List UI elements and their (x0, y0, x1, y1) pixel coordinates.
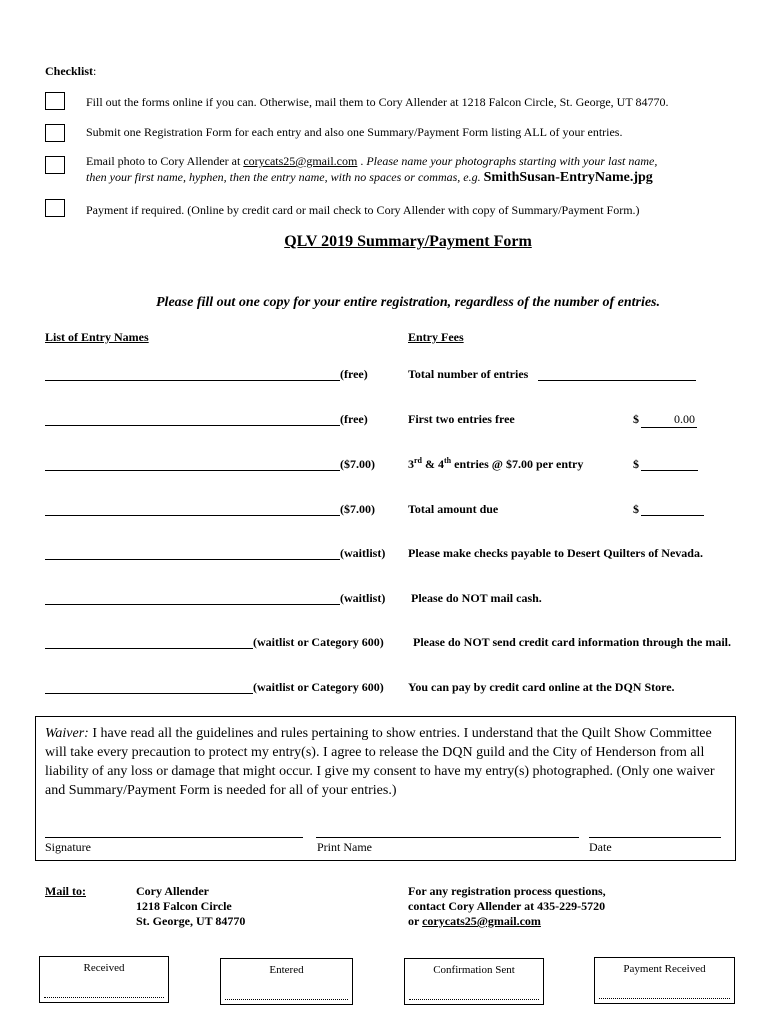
entry-name-field-7[interactable] (45, 648, 253, 649)
extra-entries-label: 3rd & 4th entries @ $7.00 per entry (408, 456, 584, 471)
entered-label: Entered (269, 964, 304, 976)
confirmation-sent-box[interactable] (404, 958, 544, 1005)
checklist-checkbox-3[interactable] (45, 156, 65, 174)
checklist-item-1: Fill out the forms online if you can. Otherwise, mail them to Cory Allender at 1218 Falcon Circle, St. George, UT 84770. (86, 95, 669, 109)
questions-contact: For any registration process questions, contact Cory Allender at 435-229-5720 or corycats25@gmail.com (408, 884, 606, 928)
checklist-checkbox-1[interactable] (45, 92, 65, 110)
received-label: Received (83, 962, 125, 974)
no-credit-card-note: Please do NOT send credit card information through the mail. (413, 635, 731, 649)
entry-tag-7: (waitlist or Category 600) (253, 635, 384, 649)
total-due-field[interactable] (641, 515, 704, 516)
checklist-item-3-line1: Email photo to Cory Allender at corycats25@gmail.com . Please name your photographs starting with your last name, (86, 154, 658, 168)
entry-name-field-4[interactable] (45, 515, 340, 516)
free-entries-currency: $ (633, 412, 639, 426)
form-title: QLV 2019 Summary/Payment Form (284, 233, 532, 250)
entry-tag-4: ($7.00) (340, 502, 375, 516)
entry-tag-5: (waitlist) (340, 546, 386, 560)
checklist-item-4: Payment if required. (Online by credit card or mail check to Cory Allender with copy of Summary/Payment Form.) (86, 203, 640, 217)
questions-email-link[interactable]: corycats25@gmail.com (422, 914, 541, 928)
total-due-currency: $ (633, 502, 639, 516)
signature-label: Signature (45, 840, 91, 854)
total-entries-field[interactable] (538, 380, 696, 381)
free-entries-amount[interactable]: 0.00 (641, 412, 697, 428)
received-box[interactable] (39, 956, 169, 1003)
date-field[interactable] (589, 837, 721, 838)
entry-name-field-5[interactable] (45, 559, 340, 560)
form-instruction: Please fill out one copy for your entire registration, regardless of the number of entries. (156, 295, 660, 310)
mail-to-label: Mail to: (45, 884, 86, 898)
waiver-box (35, 716, 736, 861)
no-cash-note: Please do NOT mail cash. (411, 591, 542, 605)
checklist-item-3-line2: then your first name, hyphen, then the entry name, with no spaces or commas, e.g. SmithSusan-EntryName.jpg (86, 170, 653, 185)
entry-tag-3: ($7.00) (340, 457, 375, 471)
checks-payable-note: Please make checks payable to Desert Quilters of Nevada. (408, 546, 703, 560)
checklist-checkbox-2[interactable] (45, 124, 65, 142)
mail-address: Cory Allender 1218 Falcon Circle St. George, UT 84770 (136, 884, 246, 928)
confirmation-sent-label: Confirmation Sent (433, 964, 515, 976)
payment-received-box[interactable] (594, 957, 735, 1004)
print-name-field[interactable] (316, 837, 579, 838)
entry-name-field-8[interactable] (45, 693, 253, 694)
entry-names-header: List of Entry Names (45, 330, 149, 344)
entry-name-field-1[interactable] (45, 380, 340, 381)
entry-name-field-6[interactable] (45, 604, 340, 605)
signature-field[interactable] (45, 837, 303, 838)
checklist-checkbox-4[interactable] (45, 199, 65, 217)
dqn-store-note: You can pay by credit card online at the DQN Store. (408, 680, 675, 694)
total-entries-label: Total number of entries (408, 367, 529, 381)
entry-tag-2: (free) (340, 412, 368, 426)
checklist-item-2: Submit one Registration Form for each entry and also one Summary/Payment Form listing ALL of your entries. (86, 125, 623, 139)
waiver-text: Waiver: I have read all the guidelines and rules pertaining to show entries. I understand that the Quilt Show Committee will take every precaution to protect my entry(s). I agree to release the DQN guild and the City of Henderson from all liability of any loss or damage that might occur. I give my consent to have my entry(s) photographed. (Only one waiver and Summary/Payment Form is needed for all of your entries.) (45, 726, 715, 798)
checklist-heading: Checklist: (45, 64, 97, 78)
free-entries-label: First two entries free (408, 412, 515, 426)
extra-entries-amount-field[interactable] (641, 470, 698, 471)
entered-box[interactable] (220, 958, 353, 1005)
entry-tag-1: (free) (340, 367, 368, 381)
print-name-label: Print Name (317, 840, 372, 854)
entry-tag-6: (waitlist) (340, 591, 386, 605)
entry-tag-8: (waitlist or Category 600) (253, 680, 384, 694)
entry-name-field-2[interactable] (45, 425, 340, 426)
extra-entries-currency: $ (633, 457, 639, 471)
total-due-label: Total amount due (408, 502, 499, 516)
payment-received-label: Payment Received (623, 963, 706, 975)
date-label: Date (589, 840, 612, 854)
filename-example: SmithSusan-EntryName.jpg (483, 170, 653, 185)
entry-fees-header: Entry Fees (408, 330, 464, 344)
entry-name-field-3[interactable] (45, 470, 340, 471)
contact-email-link[interactable]: corycats25@gmail.com (243, 154, 358, 168)
